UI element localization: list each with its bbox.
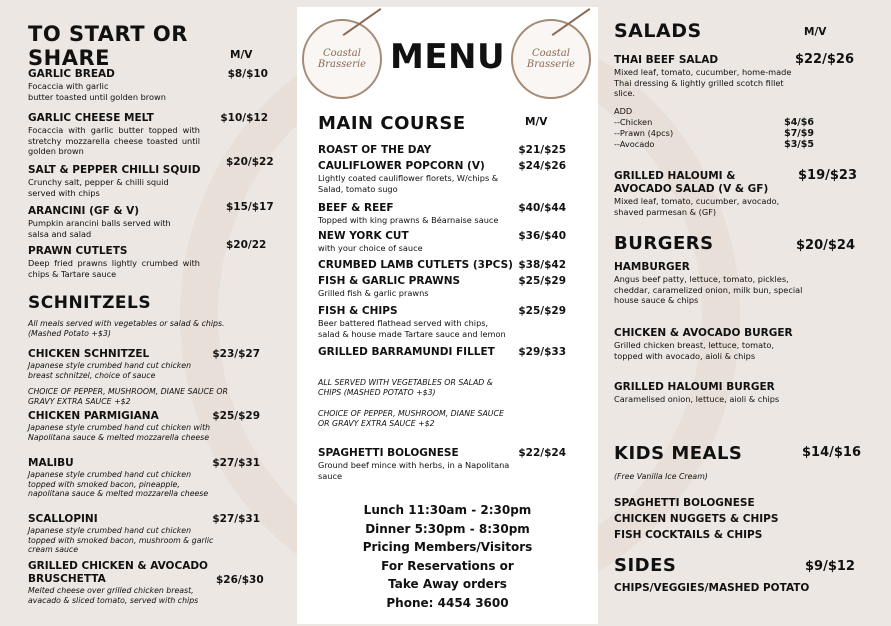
item-price: $27/$31 — [212, 457, 260, 469]
list-item: SPAGHETTI BOLOGNESE — [614, 497, 755, 509]
list-item: CHICKEN NUGGETS & CHIPS — [614, 513, 779, 525]
item-price: $25/$29 — [212, 410, 260, 422]
item-desc: Angus beef patty, lettuce, tomato, pickles, cheddar, caramelized onion, milk bun, special house sauce & chips — [614, 274, 803, 305]
item-price: $40/$44 — [518, 202, 566, 214]
menu-item — [318, 346, 566, 359]
item-name: FISH & GARLIC PRAWNS — [318, 275, 461, 287]
menu-item — [28, 348, 260, 406]
menu-item — [28, 164, 268, 198]
reservations-note: For Reservations or — [381, 558, 514, 573]
pricing-note: Pricing Members/Visitors — [362, 540, 533, 554]
menu-item — [318, 275, 566, 299]
menu-item — [28, 513, 260, 555]
item-price: $29/$33 — [518, 346, 566, 358]
mv-label: M/V — [525, 116, 548, 128]
list-item: FISH COCKTAILS & CHIPS — [614, 529, 763, 541]
menu-item — [318, 144, 566, 157]
menu-item — [318, 202, 566, 226]
addon-price: $4/$6 — [784, 117, 814, 128]
section-title-sides: SIDES — [614, 555, 677, 576]
item-desc: Japanese style crumbed hand cut chicken topped with smoked bacon, pineapple, napolitana sauce & melted mozzarella cheese — [28, 470, 209, 498]
item-desc: Ground beef mince with herbs, in a Napolitana sauce — [318, 460, 510, 481]
item-price: $8/$10 — [227, 68, 268, 80]
item-price: $25/$29 — [518, 305, 566, 317]
item-desc: Lightly coated cauliflower florets, W/chips & Salad, tomato sugo — [318, 173, 499, 194]
section-title-schnitzels: SCHNITZELS — [28, 293, 152, 313]
item-desc: Pumpkin arancini balls served with salsa and salad — [28, 218, 171, 239]
item-desc: Focaccia with garlic butter toasted until golden brown — [28, 81, 166, 102]
add-ons-list — [614, 117, 814, 150]
item-desc: Mixed leaf, tomato, cucumber, home-made Thai dressing & lightly grilled scotch fillet slice. — [614, 67, 792, 98]
item-desc: Caramelised onion, lettuce, aioli & chips — [614, 394, 780, 404]
item-desc: Japanese style crumbed hand cut chicken with Napolitana sauce & melted mozzarella cheese — [28, 423, 211, 442]
addon-name: --Prawn (4pcs) — [614, 128, 674, 138]
item-name: NEW YORK CUT — [318, 230, 409, 242]
menu-item — [28, 410, 260, 442]
item-name: GARLIC CHEESE MELT — [28, 112, 154, 124]
brand-logo-right: Coastal Brasserie — [511, 19, 591, 99]
dinner-hours: Dinner 5:30pm - 8:30pm — [365, 521, 530, 536]
menu-item — [614, 381, 814, 405]
item-desc: Mixed leaf, tomato, cucumber, avocado, shaved parmesan & (GF) — [614, 196, 780, 217]
item-price: $36/$40 — [518, 230, 566, 242]
brand-logo-left: Coastal Brasserie — [302, 19, 382, 99]
item-name: PRAWN CUTLETS — [28, 245, 128, 257]
item-price: $20/$22 — [226, 156, 274, 168]
item-desc: Japanese style crumbed hand cut chicken breast schnitzel, choice of sauce — [28, 361, 192, 380]
item-desc: Japanese style crumbed hand cut chicken topped with smoked bacon, mushroom & garlic cream sauce — [28, 526, 214, 554]
section-title-salads: SALADS — [614, 20, 702, 42]
item-price: $38/$42 — [518, 259, 566, 271]
menu-item — [318, 259, 566, 272]
item-desc: Melted cheese over grilled chicken breast, avacado & sliced tomato, served with chips — [28, 586, 199, 605]
item-desc: Topped with king prawns & Béarnaise sauce — [318, 215, 499, 225]
section-title-burgers: BURGERS — [614, 233, 714, 254]
addon-name: --Avocado — [614, 139, 655, 149]
item-name: SPAGHETTI BOLOGNESE — [318, 447, 459, 459]
item-name: ARANCINI (GF & V) — [28, 205, 140, 217]
item-desc: Deep fried prawns lightly crumbed with chips & Tartare sauce — [28, 258, 200, 279]
item-price: $25/$29 — [518, 275, 566, 287]
addon-price: $7/$9 — [784, 128, 814, 139]
menu-item — [318, 230, 566, 254]
item-price: $10/$12 — [220, 112, 268, 124]
item-price: $22/$26 — [794, 52, 854, 67]
kids-items — [614, 497, 778, 542]
addon-price: $3/$5 — [784, 139, 814, 150]
item-desc: Grilled chicken breast, lettuce, tomato, topped with avocado, aioli & chips — [614, 340, 774, 361]
kids-note: (Free Vanilla Ice Cream) — [614, 472, 708, 481]
item-name: HAMBURGER — [614, 261, 690, 273]
item-name: CHICKEN & AVOCADO BURGER — [614, 327, 793, 339]
item-name: ROAST OF THE DAY — [318, 144, 432, 156]
section-title-kids: KIDS MEALS — [614, 443, 743, 464]
sauce-note: CHOICE OF PEPPER, MUSHROOM, DIANE SAUCE OR GRAVY EXTRA SAUCE +$2 — [318, 409, 504, 428]
item-extra: CHOICE OF PEPPER, MUSHROOM, DIANE SAUCE OR GRAVY EXTRA SAUCE +$2 — [28, 387, 228, 406]
menu-title: MENU — [390, 37, 506, 77]
add-label: ADD — [614, 106, 633, 116]
item-name: SCALLOPINI — [28, 513, 98, 525]
item-price: $22/$24 — [518, 447, 566, 459]
kids-price: $14/$16 — [802, 445, 862, 460]
sides-items: CHIPS/VEGGIES/MASHED POTATO — [614, 582, 810, 594]
mv-label: M/V — [230, 49, 253, 61]
item-price: $15/$17 — [226, 201, 274, 213]
item-name: BEEF & REEF — [318, 202, 394, 214]
item-price: $21/$25 — [518, 144, 566, 156]
item-name: CHICKEN SCHNITZEL — [28, 348, 150, 360]
menu-item — [614, 52, 854, 99]
info-block — [297, 501, 598, 612]
addon-name: --Chicken — [614, 117, 653, 127]
menu-item — [614, 261, 814, 306]
menu-item — [28, 457, 260, 499]
item-desc: Focaccia with garlic butter topped with stretchy mozzarella cheese toasted until golden brown — [28, 125, 200, 156]
phone-number: Phone: 4454 3600 — [386, 595, 509, 610]
sides-price: $9/$12 — [805, 559, 855, 574]
item-price: $26/$30 — [216, 574, 264, 586]
menu-item — [28, 68, 268, 102]
item-name: THAI BEEF SALAD — [614, 54, 719, 66]
item-desc: with your choice of sauce — [318, 243, 423, 253]
item-price: $27/$31 — [212, 513, 260, 525]
item-name: FISH & CHIPS — [318, 305, 398, 317]
item-name: SALT & PEPPER CHILLI SQUID — [28, 164, 201, 176]
item-name: GRILLED CHICKEN & AVOCADO BRUSCHETTA — [28, 560, 208, 585]
center-panel — [297, 7, 598, 624]
schnitzels-note: All meals served with vegetables or salad & chips. (Mashed Potato +$3) — [28, 319, 225, 338]
item-name: GRILLED BARRAMUNDI FILLET — [318, 346, 495, 358]
menu-item — [28, 245, 200, 279]
menu-item — [318, 160, 566, 194]
section-title-starters: TO START OR SHARE — [28, 22, 188, 70]
item-price: $19/$23 — [798, 168, 858, 183]
mv-label: M/V — [804, 26, 827, 38]
menu-item — [318, 447, 566, 481]
item-name: CAULIFLOWER POPCORN (V) — [318, 160, 485, 172]
lunch-hours: Lunch 11:30am - 2:30pm — [363, 503, 532, 517]
item-name: CRUMBED LAMB CUTLETS (3PCS) — [318, 259, 513, 271]
menu-item — [318, 305, 566, 339]
section-title-main-course: MAIN COURSE — [318, 113, 466, 134]
main-course-note: ALL SERVED WITH VEGETABLES OR SALAD & CHIPS (MASHED POTATO +$3) — [318, 378, 493, 397]
item-name: MALIBU — [28, 457, 74, 469]
item-desc: Grilled fish & garlic prawns — [318, 288, 429, 298]
item-price: $24/$26 — [518, 160, 566, 172]
item-desc: Beer battered flathead served with chips, salad & house made Tartare sauce and lemon — [318, 318, 506, 339]
item-price: $23/$27 — [212, 348, 260, 360]
item-name: GRILLED HALOUMI & AVOCADO SALAD (V & GF) — [614, 170, 769, 195]
menu-item — [614, 327, 814, 361]
item-desc: Crunchy salt, pepper & chilli squid served with chips — [28, 177, 169, 198]
item-name: CHICKEN PARMIGIANA — [28, 410, 159, 422]
item-price: $20/22 — [226, 239, 267, 251]
item-name: GARLIC BREAD — [28, 68, 115, 80]
takeaway-note: Take Away orders — [388, 577, 507, 591]
item-name: GRILLED HALOUMI BURGER — [614, 381, 775, 393]
burgers-price: $20/$24 — [796, 238, 856, 253]
